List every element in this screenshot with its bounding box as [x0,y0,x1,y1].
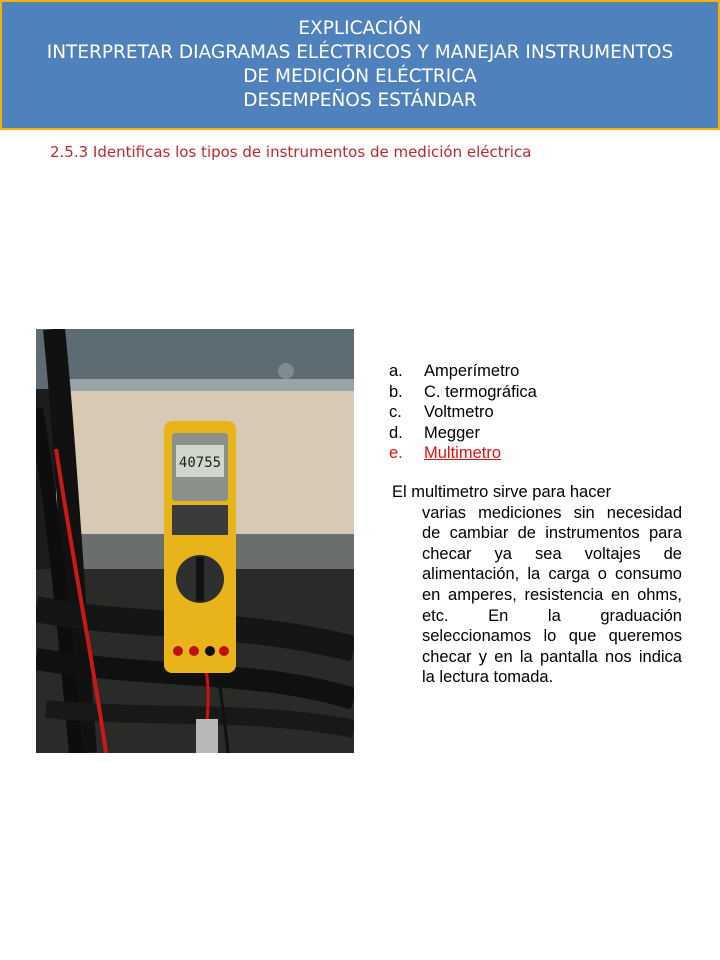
option-ammeter: a. Amperímetro [389,362,520,380]
multimeter-illustration [36,329,354,753]
multimeter-description [392,482,682,688]
option-multimeter: e. Multimetro [389,444,502,462]
header-line-4: DESEMPEÑOS ESTÁNDAR [243,90,477,111]
instrument-options-list [389,361,537,464]
header-line-2: INTERPRETAR DIAGRAMAS ELÉCTRICOS Y MANEJAR INSTRUMENTOS [46,42,674,63]
option-voltmeter: c. Voltmetro [389,403,494,421]
header-line-1: EXPLICACIÓN [298,18,422,39]
slide-header [0,0,720,130]
description-first-line: El multimetro sirve para hacer [392,483,612,501]
option-thermographic-camera: b. C. termográfica [389,382,537,401]
option-megger: d. Megger [389,423,480,442]
section-subtitle: 2.5.3 Identificas los tipos de instrumentos de medición eléctrica [50,143,532,161]
meter-reading: 40755 [178,455,222,471]
multimeter-photo [36,329,354,753]
header-line-3: DE MEDICIÓN ELÉCTRICA [243,66,477,87]
description-body: varias mediciones sin necesidad de cambiar de instrumentos para checar ya sea voltajes de alimentación, la carga o consumo en amperes, resistencia en ohms, etc. En la graduación seleccionamos lo que queremos checar y en la pantalla nos indica la lectura tomada. [422,503,682,687]
